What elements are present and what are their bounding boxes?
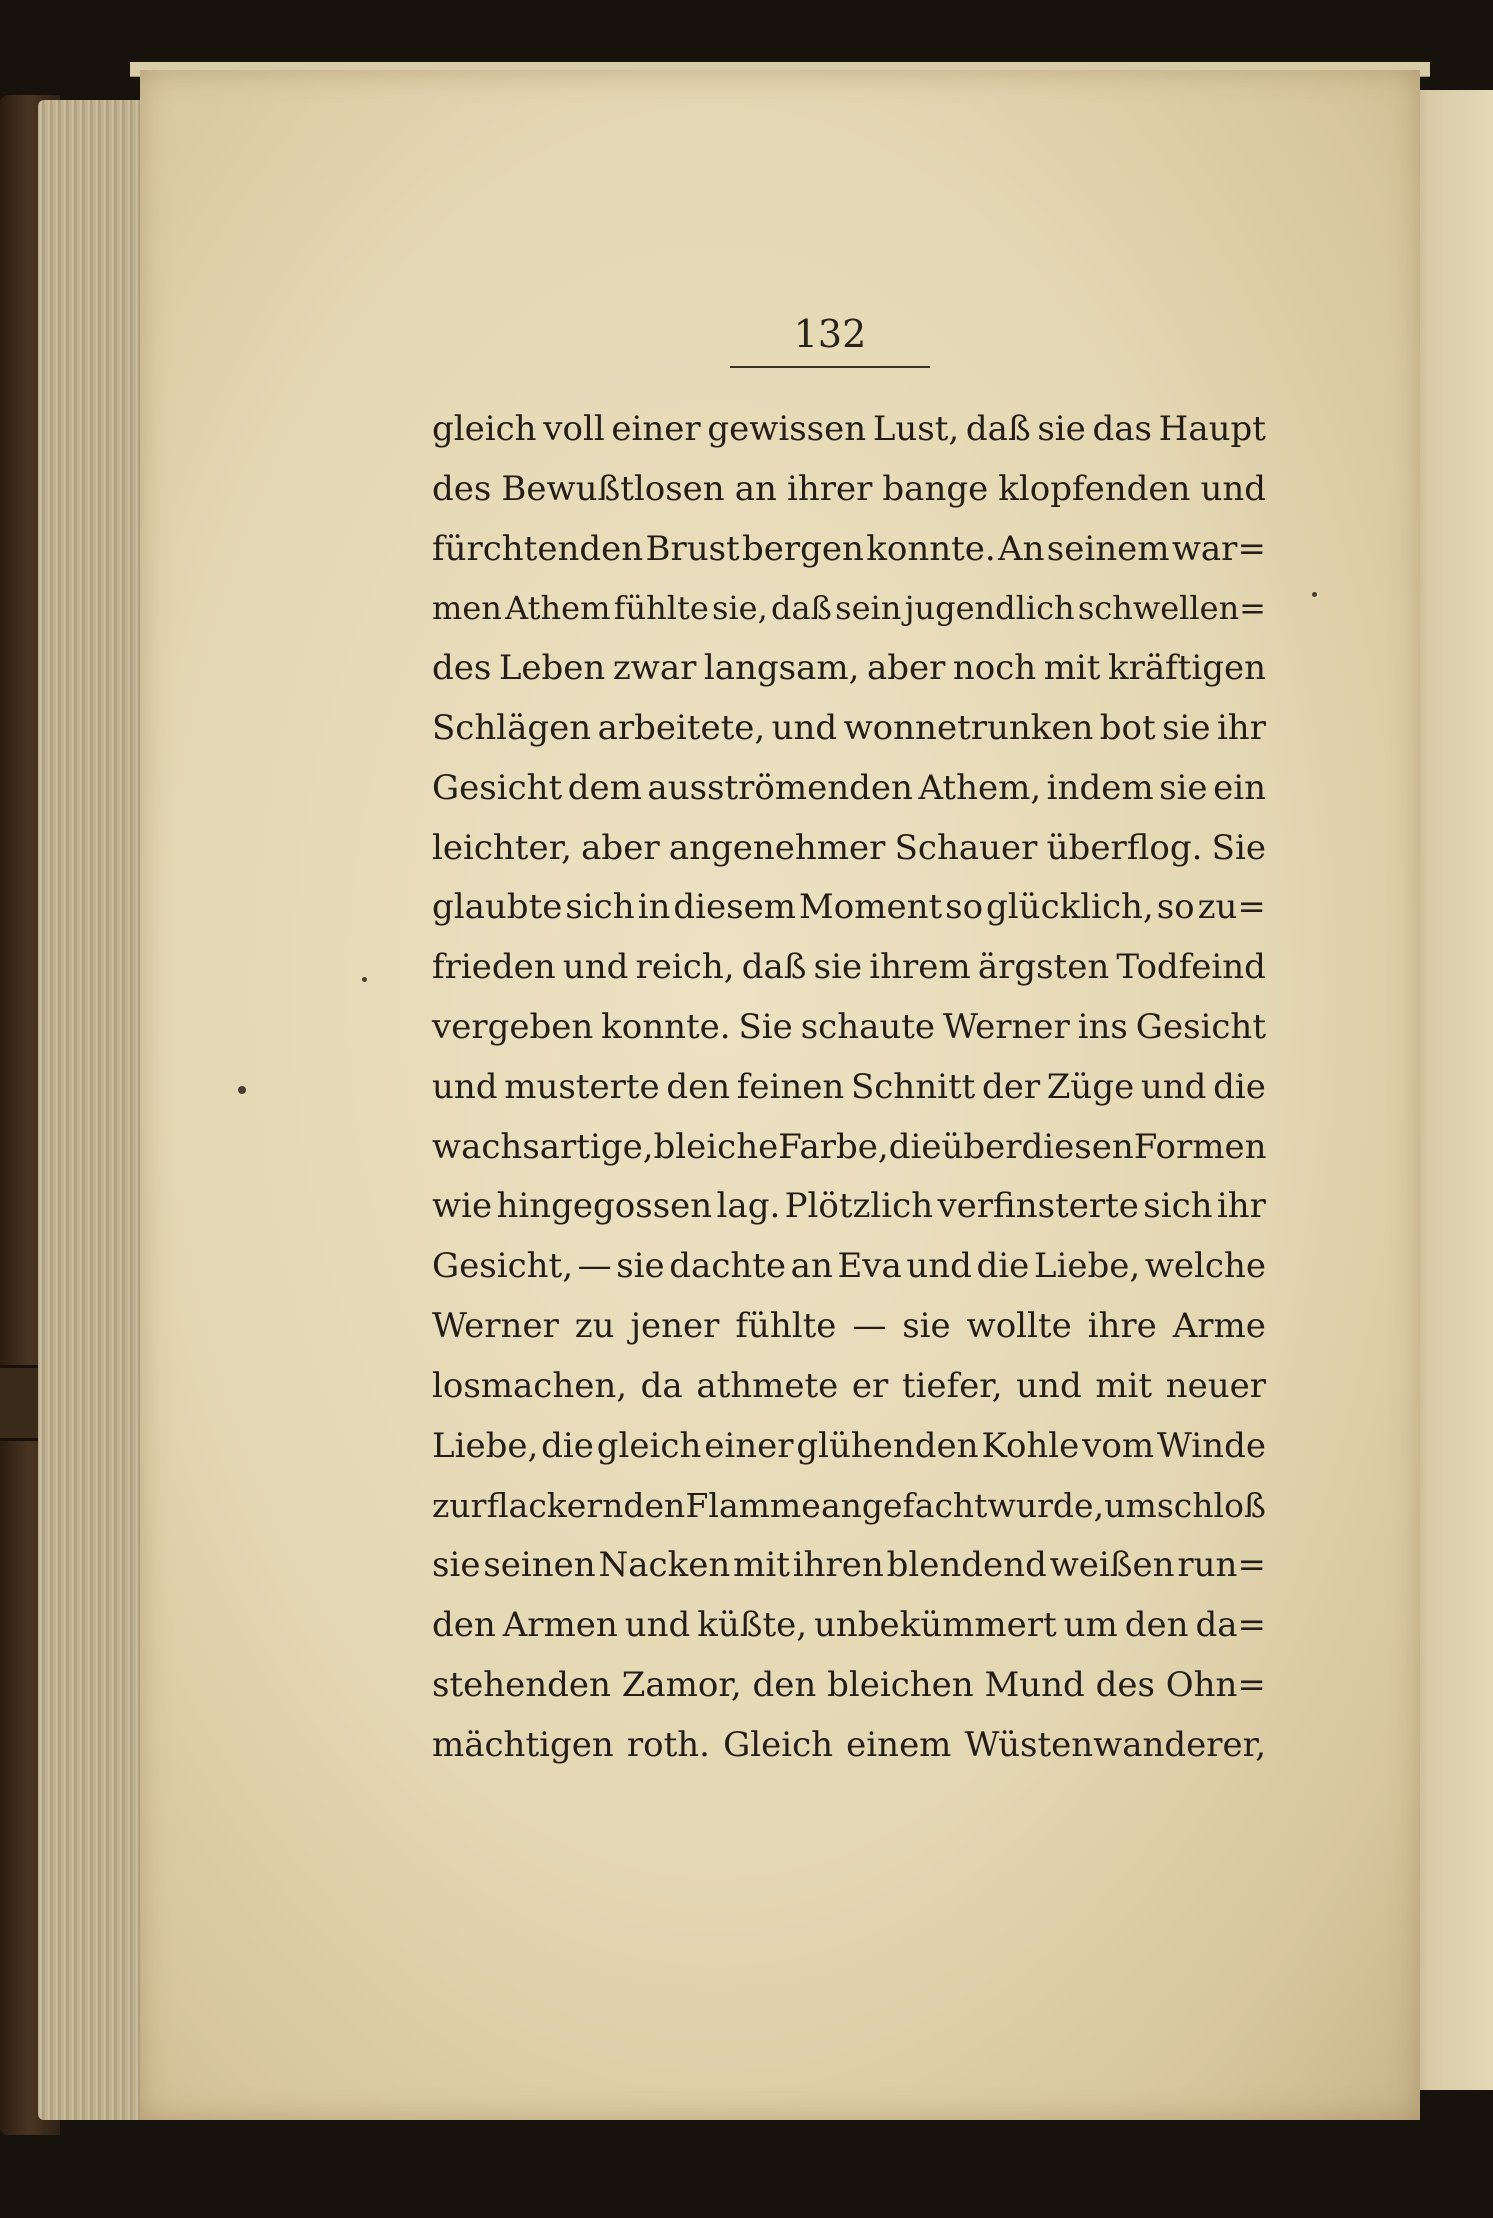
word: blendend: [886, 1545, 1047, 1586]
word: und: [1016, 1365, 1082, 1406]
word: einer: [704, 1425, 794, 1466]
word: schwellen=: [1077, 589, 1266, 628]
word: küßte,: [697, 1604, 808, 1645]
word: Moment: [798, 887, 943, 928]
word: und: [432, 1066, 498, 1107]
text-line: [432, 938, 1266, 998]
text-line: [432, 1716, 1266, 1776]
page-number-rule: [730, 366, 930, 368]
word: daß: [741, 947, 807, 988]
word: langsam,: [703, 648, 860, 689]
word: mit: [1095, 1365, 1153, 1406]
word: Gesicht: [1135, 1006, 1266, 1047]
word: konnte.: [866, 528, 996, 569]
word: ihr: [1216, 707, 1266, 748]
word: Ohn=: [1165, 1664, 1266, 1705]
word: Wüstenwanderer,: [964, 1724, 1266, 1765]
text-line: [432, 699, 1266, 759]
text-line: [432, 819, 1266, 879]
word: Plötzlich: [784, 1186, 934, 1227]
text-line: [432, 1118, 1266, 1178]
text-line: [432, 998, 1266, 1058]
word: sie: [1159, 767, 1208, 808]
word: diesen: [1021, 1126, 1134, 1167]
word: schaute: [800, 1006, 936, 1047]
word: Sie: [738, 1006, 793, 1047]
word: Schnitt: [850, 1066, 976, 1107]
word: welche: [1144, 1246, 1266, 1287]
word: ihr: [1216, 1186, 1266, 1227]
word: fühlte: [613, 589, 709, 628]
word: aber: [866, 648, 946, 689]
word: seinem: [1046, 528, 1170, 569]
word: —: [852, 1305, 887, 1346]
word: flackernden: [486, 1486, 686, 1526]
word: gleich: [432, 409, 537, 449]
text-line: [432, 460, 1266, 520]
word: verfinsterte: [937, 1186, 1139, 1227]
word: athmete: [696, 1365, 839, 1406]
word: noch: [952, 648, 1037, 689]
word: Haupt: [1158, 409, 1266, 449]
word: der: [981, 1066, 1041, 1107]
word: ihrer: [786, 468, 873, 509]
word: Züge: [1046, 1066, 1135, 1107]
word: fürchtenden: [432, 528, 644, 569]
word: Formen: [1133, 1126, 1267, 1167]
word: des: [432, 648, 492, 689]
text-line: [432, 759, 1266, 819]
word: sie: [432, 1545, 481, 1586]
word: da=: [1195, 1604, 1266, 1645]
word: den: [432, 1604, 496, 1645]
word: die: [541, 1425, 594, 1466]
word: Kohle: [981, 1425, 1080, 1466]
word: stehenden: [432, 1664, 611, 1705]
word: dem: [567, 767, 642, 808]
word: lag.: [716, 1186, 781, 1227]
word: Werner: [942, 1006, 1070, 1047]
word: Eva: [837, 1246, 902, 1287]
word: ins: [1077, 1006, 1128, 1047]
word: Zamor,: [621, 1664, 742, 1705]
word: Farbe,: [778, 1126, 889, 1167]
word: zur: [432, 1486, 487, 1526]
word: bergen: [742, 528, 864, 569]
word: Gesicht,: [432, 1246, 574, 1287]
word: hingegossen: [496, 1186, 713, 1227]
word: Brust: [645, 528, 740, 569]
word: diesem: [673, 887, 796, 928]
word: Flamme: [685, 1486, 821, 1526]
word: gleich: [596, 1425, 702, 1466]
word: bleichen: [827, 1664, 974, 1705]
word: die: [976, 1246, 1030, 1287]
ink-speck: [238, 1086, 246, 1094]
word: glücklich,: [986, 887, 1154, 928]
word: leichter,: [432, 827, 572, 868]
text-line: [432, 579, 1266, 639]
word: Leben: [498, 648, 606, 689]
word: jugendlich: [904, 589, 1075, 628]
word: über: [941, 1126, 1022, 1167]
word: war=: [1171, 528, 1266, 569]
word: dachte: [669, 1246, 787, 1287]
word: musterte: [504, 1066, 660, 1107]
text-line: [432, 1058, 1266, 1118]
word: sich: [1143, 1186, 1213, 1227]
word: so: [1156, 887, 1195, 928]
word: jener: [630, 1305, 720, 1346]
word: des: [1095, 1664, 1155, 1705]
word: voll: [543, 409, 605, 449]
word: Gesicht: [432, 767, 563, 808]
word: Lust,: [872, 409, 960, 449]
word: glaubte: [432, 887, 563, 928]
word: und: [624, 1604, 691, 1645]
word: Liebe,: [1033, 1246, 1141, 1287]
text-line: [432, 1237, 1266, 1297]
word: Sie: [1211, 827, 1266, 868]
word: sie: [902, 1305, 951, 1346]
word: des: [432, 468, 492, 509]
word: kräftigen: [1107, 648, 1266, 689]
word: Arme: [1172, 1305, 1266, 1346]
text-line: [432, 1417, 1266, 1477]
word: bleiche: [653, 1126, 779, 1167]
word: ein: [1213, 767, 1266, 808]
word: konnte.: [601, 1006, 731, 1047]
word: zwar: [612, 648, 697, 689]
word: seinen: [483, 1545, 596, 1586]
text-line: [432, 1536, 1266, 1596]
word: weißen: [1049, 1545, 1175, 1586]
ink-speck: [1312, 592, 1317, 597]
word: die: [1213, 1066, 1266, 1107]
word: wurde,: [987, 1486, 1105, 1526]
word: ihrem: [869, 947, 971, 988]
word: wonnetrunken: [843, 707, 1094, 748]
text-line: [432, 1476, 1266, 1536]
word: arbeitete,: [597, 707, 766, 748]
word: Winde: [1156, 1425, 1266, 1466]
word: feinen: [736, 1066, 845, 1107]
word: Mund: [984, 1664, 1085, 1705]
word: vom: [1082, 1425, 1155, 1466]
word: An: [998, 528, 1045, 569]
word: frieden: [432, 947, 556, 988]
word: zu: [574, 1305, 615, 1346]
word: tiefer,: [901, 1365, 1003, 1406]
word: wollte: [966, 1305, 1072, 1346]
word: einem: [846, 1724, 952, 1765]
word: und: [771, 707, 838, 748]
word: Schauer: [894, 827, 1038, 868]
word: Liebe,: [432, 1425, 539, 1466]
word: sein: [835, 589, 902, 628]
word: den: [666, 1066, 731, 1107]
word: an: [734, 468, 777, 509]
word: run=: [1177, 1545, 1266, 1586]
text-line: [432, 1656, 1266, 1716]
word: den: [1124, 1604, 1189, 1645]
word: umschloß: [1104, 1486, 1266, 1526]
body-text: [432, 400, 1266, 1775]
word: Nacken: [598, 1545, 731, 1586]
word: überflog.: [1046, 827, 1203, 868]
word: ihren: [792, 1545, 884, 1586]
text-line: [432, 878, 1266, 938]
word: das: [1092, 409, 1152, 449]
word: sie: [813, 947, 863, 988]
word: da: [640, 1365, 683, 1406]
text-line: [432, 520, 1266, 580]
word: Armen: [502, 1604, 618, 1645]
word: Werner: [432, 1305, 559, 1346]
word: mächtigen: [432, 1724, 614, 1765]
word: indem: [1046, 767, 1154, 808]
word: roth.: [626, 1724, 710, 1765]
word: ärgsten: [977, 947, 1110, 988]
text-line: [432, 1177, 1266, 1237]
word: und: [1140, 1066, 1207, 1107]
word: wie: [432, 1186, 493, 1227]
word: den: [752, 1664, 817, 1705]
word: Bewußtlosen: [501, 468, 725, 509]
word: gewissen: [707, 409, 867, 449]
word: zu=: [1197, 887, 1266, 928]
word: losmachen,: [432, 1365, 628, 1406]
word: ihre: [1087, 1305, 1157, 1346]
word: men: [432, 589, 502, 628]
word: fühlte: [735, 1305, 837, 1346]
text-line: [432, 639, 1266, 699]
word: klopfenden: [998, 468, 1191, 509]
text-line: [432, 1297, 1266, 1357]
text-line: [432, 400, 1266, 460]
page-number: 132: [793, 312, 867, 356]
word: an: [790, 1246, 833, 1287]
word: so: [945, 887, 984, 928]
word: um: [1063, 1604, 1118, 1645]
word: mit: [733, 1545, 790, 1586]
word: angenehmer: [668, 827, 886, 868]
word: aber: [581, 827, 660, 868]
word: Schlägen: [432, 707, 592, 748]
word: und: [906, 1246, 972, 1287]
word: wachsartige,: [432, 1126, 654, 1167]
word: Gleich: [723, 1724, 834, 1765]
word: reich,: [635, 947, 735, 988]
word: unbekümmert: [814, 1604, 1057, 1645]
word: daß: [770, 589, 832, 628]
word: —: [577, 1246, 612, 1287]
word: in: [637, 887, 671, 928]
word: angefacht: [820, 1486, 988, 1526]
word: daß: [965, 409, 1031, 449]
word: Todfeind: [1116, 947, 1266, 988]
word: einer: [611, 409, 701, 449]
word: er: [851, 1365, 889, 1406]
text-line: [432, 1357, 1266, 1417]
ink-speck: [362, 977, 367, 982]
word: sich: [565, 887, 635, 928]
word: sie: [1162, 707, 1211, 748]
word: sie: [616, 1246, 665, 1287]
word: neuer: [1165, 1365, 1266, 1406]
word: glühenden: [796, 1425, 979, 1466]
word: bange: [882, 468, 989, 509]
word: und: [1200, 468, 1266, 509]
text-line: [432, 1596, 1266, 1656]
word: Athem,: [918, 767, 1042, 808]
word: sie,: [711, 589, 768, 628]
word: Athem: [505, 589, 611, 628]
word: sie: [1037, 409, 1086, 449]
word: mit: [1043, 648, 1101, 689]
word: vergeben: [432, 1006, 594, 1047]
word: und: [562, 947, 629, 988]
word: ausströmenden: [647, 767, 913, 808]
word: die: [888, 1126, 942, 1167]
word: bot: [1099, 707, 1156, 748]
